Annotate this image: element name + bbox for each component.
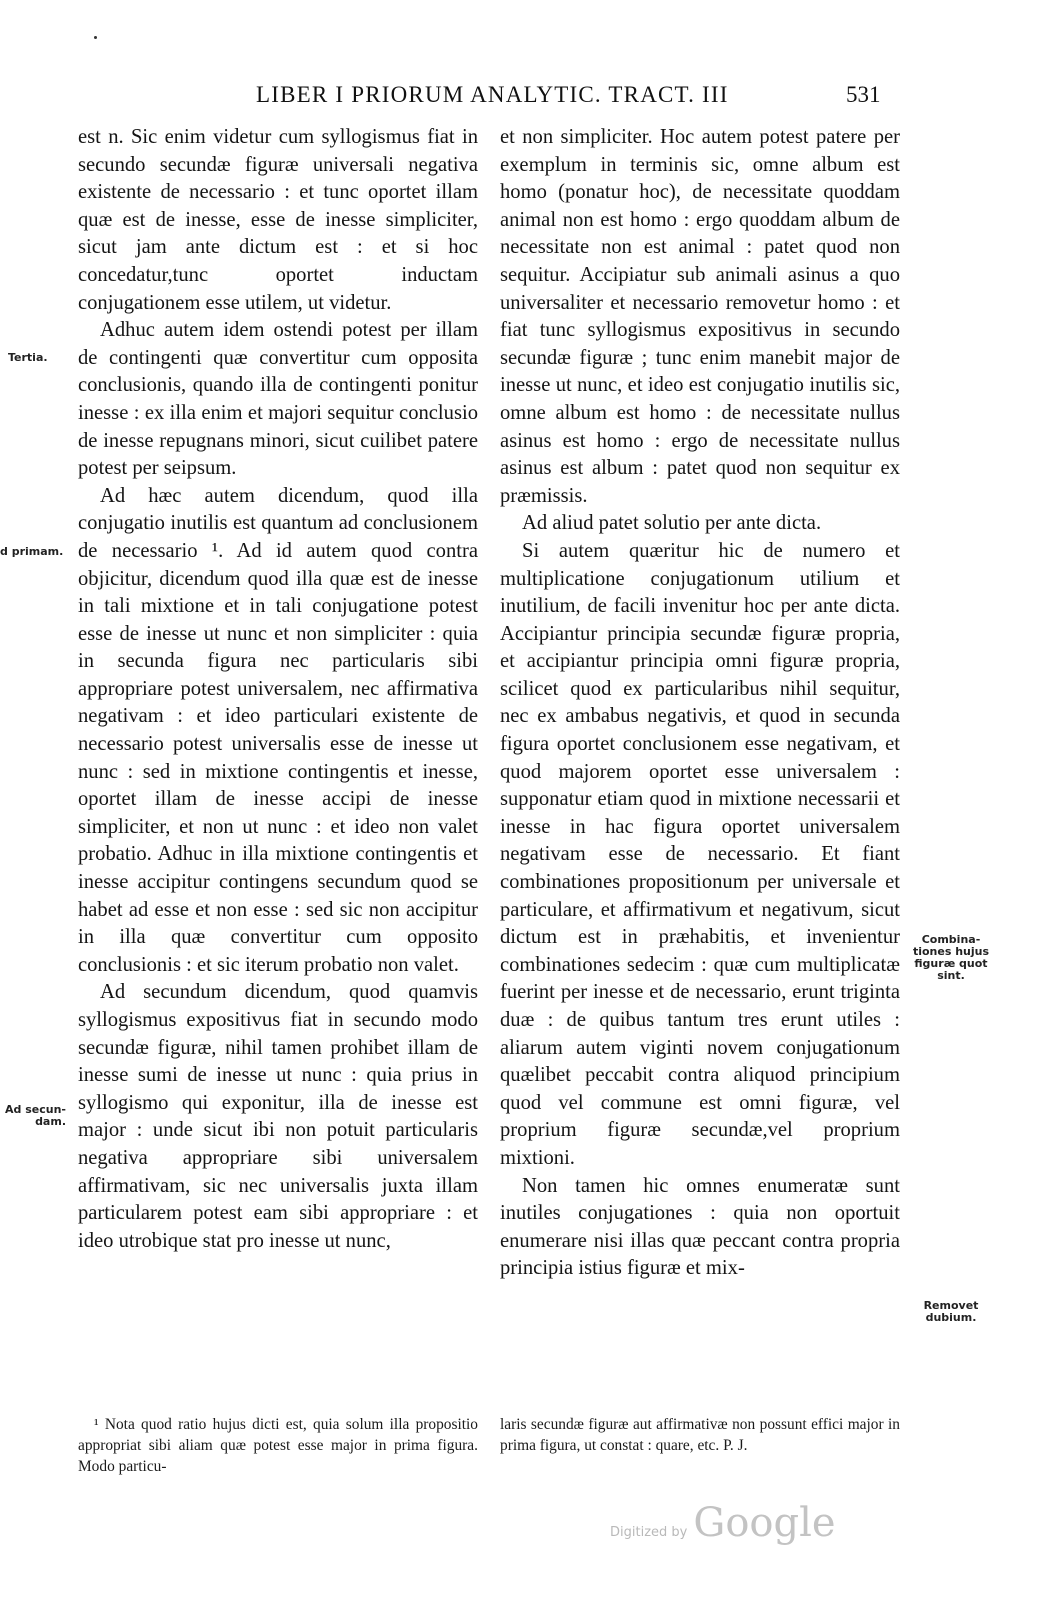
margin-note-removet-line2: dubium. <box>925 1311 977 1324</box>
margin-note-combinationes-line1: Combina- <box>921 933 981 946</box>
margin-note-ad-secundam-line1: Ad secun- <box>5 1103 66 1116</box>
paragraph-ad-primam: Ad hæc autem dicendum, quod illa conjugatio inutilis est quantum ad conclusionem de necessario ¹. Ad id autem quod contra objicitur, dicendum quod illa quæ est de inesse in tali mixtione et in tali conjugatione potest esse de inesse ut nunc et non simpliciter : quia in secunda figura nec particularis sibi appropriare potest universalem, nec affirmativa negativam : et ideo particulari existente de necessario potest universalis esse de inesse ut nunc : sed in mixtione contingentis et inesse, oportet illam de inesse accipi de inesse simpliciter, et non ut nunc : et ideo non valet probatio. Adhuc in illa mixtione contingentis et inesse accipitur contingens secundum quod se habet ad esse et non esse : sed sic non accipitur in illa quæ convertitur cum opposito conclusionis : et sic iterum probatio non valet. <box>78 484 478 976</box>
margin-note-ad-secundam <box>0 1104 66 1128</box>
margin-note-ad-secundam-line2: dam. <box>35 1115 66 1128</box>
paragraph-continuation: est n. Sic enim videtur cum syllogismus fiat in secundo secundæ figuræ universali negativa existente de necessario : et tunc oportet illam quæ est de inesse, esse de inesse simpliciter, sicut jam ante dictum est : et si hoc concedatur,tunc oportet inductam conjugationem esse utilem, ut videtur. <box>78 126 478 314</box>
watermark-digitized-by: Digitized by <box>610 1525 688 1540</box>
paragraph-continuation-right: et non simpliciter. Hoc autem potest patere per exemplum in terminis sic, omne album est homo (ponatur hoc), de necessitate quoddam animal non est homo : ergo quoddam album de necessitate non est animal : patet quod non sequitur. Accipiatur sub animali asinus a quo universaliter et necessario removetur homo : et fiat tunc syllogismus expositivus in secundo secundæ figuræ ; tunc enim manebit major de inesse ut nunc, et ideo est conjugatio inutilis sic, omne album est homo : de necessitate nullus asinus est homo : ergo de necessitate nullus asinus est album : patet quod non sequitur ex præmissis. <box>500 126 900 507</box>
right-text-column <box>500 124 900 1283</box>
margin-note-combinationes-line3: figuræ quot <box>914 957 988 970</box>
paragraph-ad-aliud: Ad aliud patet solutio per ante dicta. <box>522 512 822 535</box>
footnote-text-left: ¹ Nota quod ratio hujus dicti est, quia solum illa propositio appropriat sibi aliam quæ potest esse major in prima figura. Modo particu- <box>78 1416 478 1475</box>
footnote-left <box>78 1414 478 1477</box>
margin-note-tertia <box>8 352 48 364</box>
running-header-title: LIBER I PRIORUM ANALYTIC. TRACT. III <box>256 82 729 107</box>
page-number: 531 <box>846 82 881 107</box>
footnote-text-right: laris secundæ figuræ aut affirmativæ non possunt effici major in prima figura, ut constat : quare, etc. P. J. <box>500 1416 900 1454</box>
margin-note-combinationes-line2: tiones hujus <box>912 945 990 958</box>
margin-note-combinationes <box>912 934 990 982</box>
margin-note-removet-dubium <box>916 1300 986 1324</box>
margin-note-removet-line1: Removet <box>923 1299 979 1312</box>
margin-note-ad-primam <box>0 546 63 558</box>
digitized-watermark <box>610 1500 836 1546</box>
paragraph-combinationes: Si autem quæritur hic de numero et multiplicatione conjugationum utilium et inutilium, de facili invenitur hoc per ante dicta. Accipiantur principia secundæ figuræ propria, et accipiantur principia omni figuræ propria, scilicet quod ex particularibus nihil sequitur, nec ex ambabus negativis, et quod in secunda figura oportet conclusionem esse negativam, et quod majorem oportet esse universalem : supponatur etiam quod in mixtione necessarii et inesse in hac figura oportet universalem negativam esse de necessario. Et fiant combinationes propositionum per universale et particulare, et affirmativum et negativum, sicut dictum est in præhabitis, et invenientur combinationes sedecim : quæ cum multiplicatæ fuerint per inesse et de necessario, erunt triginta duæ : de quibus tantum tres erunt utiles : aliarum autem viginti novem conjugationum quælibet peccabit contra aliquod principium quod vel commune est omni figuræ, vel proprium figuræ secundæ,vel proprium mixtioni. <box>500 539 900 1169</box>
paragraph-removet-dubium: Non tamen hic omnes enumeratæ sunt inutiles conjugationes : quia non oportuit enumerare nisi illas quæ peccant contra propria principia istius figuræ et mix- <box>500 1174 900 1280</box>
paragraph-ad-secundam: Ad secundum dicendum, quod quamvis syllogismus expositivus fiat in secundo modo secundæ figuræ, nihil tamen prohibet illam de inesse sumi de inesse ut nunc : quia prius in syllogismo qui exponitur, illa de inesse est major : unde sicut ibi non potuit particularis negativa appropriare sibi universalem affirmativam, sic nec universalis juxta illam particularem potest eam sibi appropriare : et ideo utrobique stat pro inesse ut nunc, <box>78 981 478 1252</box>
paragraph-tertia: Adhuc autem idem ostendi potest per illam de contingenti quæ convertitur cum opposita conclusionis, quando illa de contingenti ponitur inesse : ex illa enim et majori sequitur conclusio de inesse repugnans minori, sicut cuilibet patere potest per seipsum. <box>78 319 478 480</box>
footnote-right <box>500 1414 900 1456</box>
watermark-google-logo: Google <box>693 1500 836 1546</box>
margin-note-combinationes-line4: sint. <box>937 969 965 982</box>
margin-note-ad-primam-text: d primam. <box>0 545 64 558</box>
ink-speck <box>94 36 97 39</box>
margin-note-tertia-text: Tertia. <box>8 351 48 364</box>
left-text-column <box>78 124 478 1255</box>
